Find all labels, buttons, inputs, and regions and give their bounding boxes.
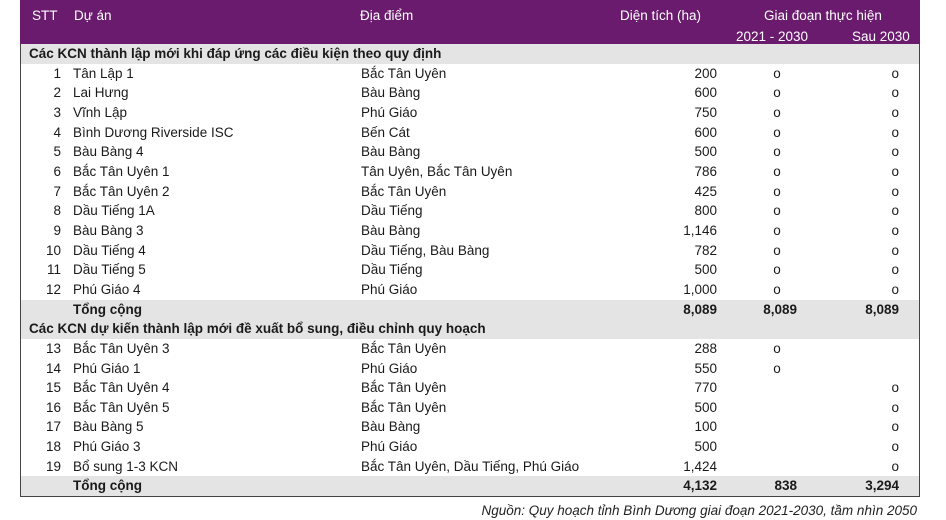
row-number: 14 <box>45 360 61 376</box>
header-phase: Giai đoạn thực hiện <box>764 8 882 23</box>
project-name: Bàu Bàng 5 <box>73 419 144 435</box>
header-project: Dự án <box>74 8 112 23</box>
project-name: Bàu Bàng 3 <box>73 222 144 238</box>
phase-after-2030-mark: o <box>891 458 899 474</box>
project-location: Phú Giáo <box>361 104 418 120</box>
row-number: 15 <box>45 380 61 396</box>
row-number: 12 <box>45 281 61 297</box>
table-row <box>21 201 919 221</box>
project-area: 200 <box>694 65 717 81</box>
row-number: 7 <box>53 183 61 199</box>
table-row <box>21 359 919 379</box>
project-location: Bắc Tân Uyên <box>361 340 447 356</box>
project-name: Bắc Tân Uyên 3 <box>73 340 170 356</box>
project-name: Bình Dương Riverside ISC <box>73 124 234 140</box>
project-name: Phú Giáo 3 <box>73 439 141 455</box>
project-area: 782 <box>694 242 717 258</box>
phase-2021-2030-mark: o <box>773 104 781 120</box>
project-name: Lai Hưng <box>73 85 129 101</box>
phase-after-2030-mark: o <box>891 380 899 396</box>
project-location: Bắc Tân Uyên <box>361 183 447 199</box>
project-name: Bắc Tân Uyên 5 <box>73 399 170 415</box>
table-row <box>21 83 919 103</box>
project-location: Dầu Tiếng, Bàu Bàng <box>361 242 490 258</box>
project-name: Dầu Tiếng 5 <box>73 262 146 278</box>
table-row <box>21 280 919 300</box>
phase-2021-2030-mark: o <box>773 124 781 140</box>
phase-2021-2030-mark: o <box>773 262 781 278</box>
project-area: 500 <box>694 144 717 160</box>
row-number: 3 <box>53 104 61 120</box>
project-location: Bắc Tân Uyên <box>361 399 447 415</box>
row-number: 2 <box>53 85 61 101</box>
source-note: Nguồn: Quy hoạch tỉnh Bình Dương giai đoạn 2021-2030, tầm nhìn 2050 <box>481 503 917 518</box>
project-area: 550 <box>694 360 717 376</box>
phase-2021-2030-mark: o <box>773 183 781 199</box>
table-row <box>21 123 919 143</box>
project-location: Bàu Bàng <box>361 85 421 101</box>
table-row <box>21 437 919 457</box>
project-name: Phú Giáo 1 <box>73 360 141 376</box>
table-row <box>21 162 919 182</box>
project-area: 770 <box>694 380 717 396</box>
project-area: 750 <box>694 104 717 120</box>
phase-after-2030-mark: o <box>891 124 899 140</box>
table-row <box>21 221 919 241</box>
header-location: Địa điểm <box>360 8 414 23</box>
header-stt: STT <box>32 8 58 23</box>
total-row-section2 <box>21 476 919 496</box>
phase-2021-2030-mark: o <box>773 203 781 219</box>
project-area: 600 <box>694 85 717 101</box>
project-location: Bàu Bàng <box>361 222 421 238</box>
phase-2021-2030-mark: o <box>773 85 781 101</box>
table-header <box>20 0 920 44</box>
phase-after-2030-mark: o <box>891 439 899 455</box>
project-area: 288 <box>694 340 717 356</box>
phase-after-2030-mark: o <box>891 262 899 278</box>
project-location: Bàu Bàng <box>361 144 421 160</box>
total-phase-1: 838 <box>774 478 797 494</box>
table-row <box>21 182 919 202</box>
total-label: Tổng cộng <box>73 478 142 494</box>
industrial-zones-table <box>20 44 920 497</box>
row-number: 10 <box>45 242 61 258</box>
project-name: Dầu Tiếng 1A <box>73 203 155 219</box>
row-number: 8 <box>53 203 61 219</box>
project-name: Bổ sung 1-3 KCN <box>73 458 179 474</box>
section-heading-new-zones <box>21 44 919 64</box>
project-name: Tân Lập 1 <box>73 65 134 81</box>
phase-2021-2030-mark: o <box>773 281 781 297</box>
total-phase-2: 3,294 <box>865 478 899 494</box>
project-area: 800 <box>694 203 717 219</box>
total-area: 4,132 <box>683 478 717 494</box>
phase-after-2030-mark: o <box>891 399 899 415</box>
phase-after-2030-mark: o <box>891 203 899 219</box>
project-location: Bến Cát <box>361 124 410 140</box>
project-location: Bàu Bàng <box>361 419 421 435</box>
phase-2021-2030-mark: o <box>773 222 781 238</box>
project-location: Phú Giáo <box>361 281 418 297</box>
row-number: 1 <box>53 65 61 81</box>
project-area: 1,424 <box>683 458 717 474</box>
project-location: Phú Giáo <box>361 439 418 455</box>
project-location: Dầu Tiếng <box>361 203 423 219</box>
total-row-section1 <box>21 300 919 320</box>
project-name: Bắc Tân Uyên 4 <box>73 380 170 396</box>
project-location: Bắc Tân Uyên <box>361 380 447 396</box>
total-phase-1: 8,089 <box>763 301 797 317</box>
section-title: Các KCN thành lập mới khi đáp ứng các điều kiện theo quy định <box>29 46 442 61</box>
project-name: Bắc Tân Uyên 1 <box>73 163 170 179</box>
project-area: 1,146 <box>683 222 717 238</box>
project-name: Vĩnh Lập <box>73 104 128 120</box>
row-number: 9 <box>53 222 61 238</box>
row-number: 13 <box>45 340 61 356</box>
project-name: Bàu Bàng 4 <box>73 144 144 160</box>
table-row <box>21 398 919 418</box>
project-location: Bắc Tân Uyên, Dầu Tiếng, Phú Giáo <box>361 458 580 474</box>
header-area: Diện tích (ha) <box>620 8 702 23</box>
table-row <box>21 378 919 398</box>
row-number: 4 <box>53 124 61 140</box>
project-location: Phú Giáo <box>361 360 418 376</box>
project-name: Bắc Tân Uyên 2 <box>73 183 170 199</box>
phase-after-2030-mark: o <box>891 85 899 101</box>
row-number: 18 <box>45 439 61 455</box>
table-row <box>21 339 919 359</box>
project-area: 100 <box>694 419 717 435</box>
phase-after-2030-mark: o <box>891 183 899 199</box>
phase-after-2030-mark: o <box>891 281 899 297</box>
header-phase-after-2030: Sau 2030 <box>852 29 910 44</box>
project-area: 425 <box>694 183 717 199</box>
table-row <box>21 417 919 437</box>
table-row <box>21 260 919 280</box>
phase-after-2030-mark: o <box>891 144 899 160</box>
section-heading-proposed-zones <box>21 319 919 339</box>
project-name: Dầu Tiếng 4 <box>73 242 146 258</box>
table-row <box>21 142 919 162</box>
row-number: 19 <box>45 458 61 474</box>
total-area: 8,089 <box>683 301 717 317</box>
phase-after-2030-mark: o <box>891 242 899 258</box>
project-area: 500 <box>694 399 717 415</box>
row-number: 6 <box>53 163 61 179</box>
header-phase-2021-2030: 2021 - 2030 <box>736 29 809 44</box>
total-label: Tổng cộng <box>73 301 142 317</box>
phase-2021-2030-mark: o <box>773 163 781 179</box>
row-number: 17 <box>45 419 61 435</box>
project-area: 500 <box>694 262 717 278</box>
phase-after-2030-mark: o <box>891 163 899 179</box>
project-area: 500 <box>694 439 717 455</box>
section-title: Các KCN dự kiến thành lập mới đề xuất bổ sung, điều chỉnh quy hoạch <box>29 321 486 337</box>
table-row <box>21 103 919 123</box>
project-location: Bắc Tân Uyên <box>361 65 447 81</box>
row-number: 5 <box>53 144 61 160</box>
phase-2021-2030-mark: o <box>773 65 781 81</box>
phase-2021-2030-mark: o <box>773 144 781 160</box>
phase-2021-2030-mark: o <box>773 340 781 356</box>
project-area: 786 <box>694 163 717 179</box>
total-phase-2: 8,089 <box>865 301 899 317</box>
project-area: 1,000 <box>683 281 717 297</box>
table-row <box>21 457 919 477</box>
row-number: 16 <box>45 399 61 415</box>
phase-after-2030-mark: o <box>891 419 899 435</box>
row-number: 11 <box>46 262 61 278</box>
phase-after-2030-mark: o <box>891 65 899 81</box>
table-row <box>21 64 919 84</box>
phase-2021-2030-mark: o <box>773 242 781 258</box>
project-location: Dầu Tiếng <box>361 262 423 278</box>
project-name: Phú Giáo 4 <box>73 281 141 297</box>
phase-after-2030-mark: o <box>891 104 899 120</box>
project-location: Tân Uyên, Bắc Tân Uyên <box>361 163 513 179</box>
table-row <box>21 241 919 261</box>
phase-after-2030-mark: o <box>891 222 899 238</box>
project-area: 600 <box>694 124 717 140</box>
phase-2021-2030-mark: o <box>773 360 781 376</box>
